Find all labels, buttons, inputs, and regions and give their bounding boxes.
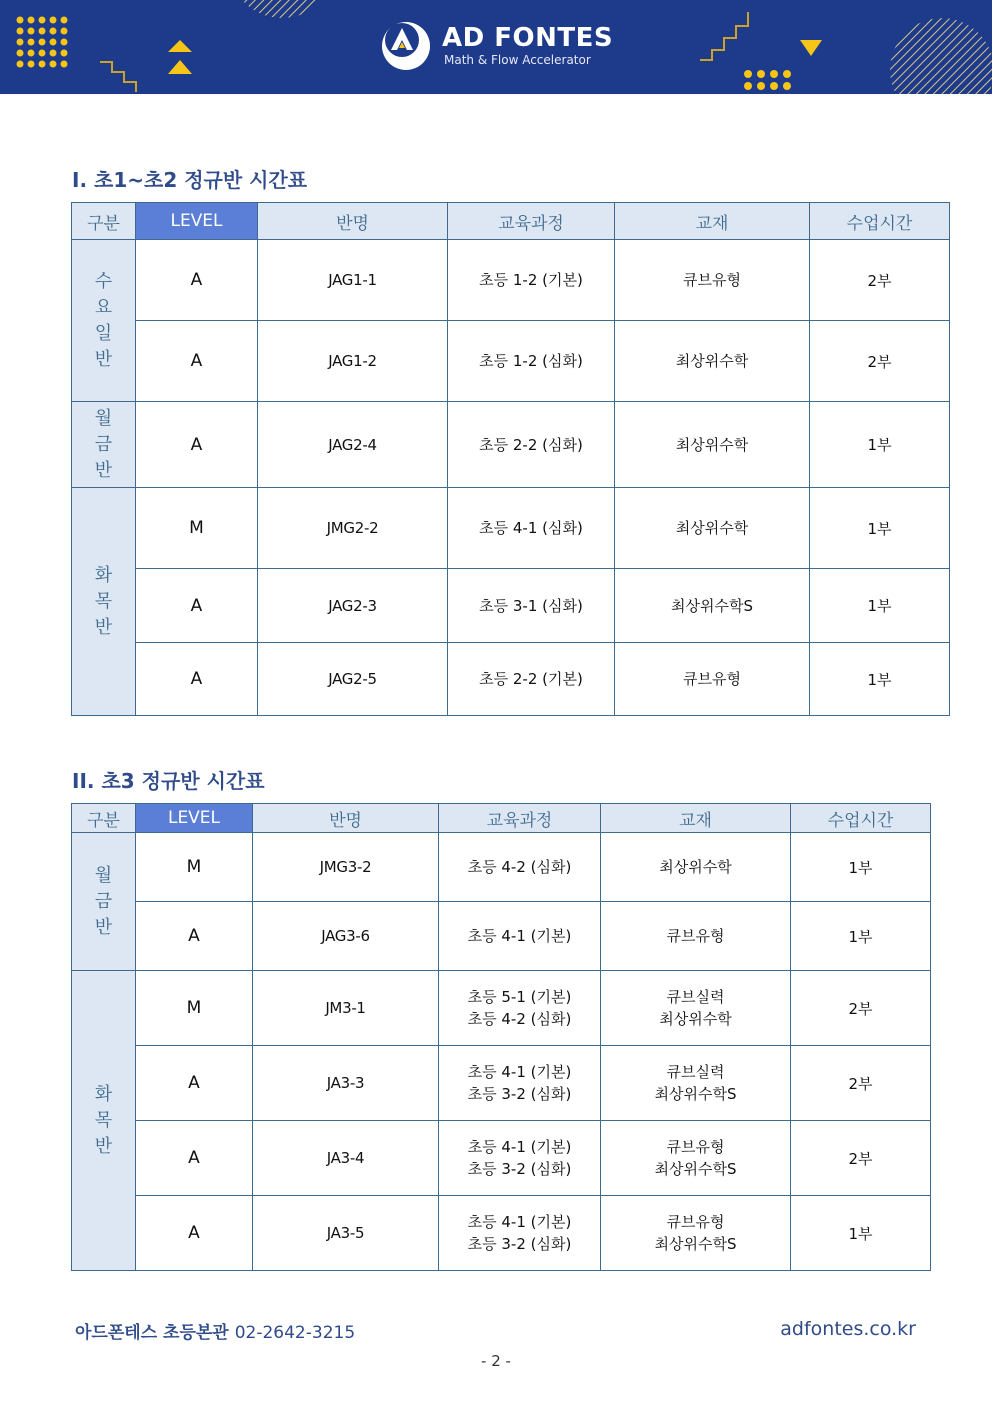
column-header: LEVEL [136, 203, 258, 240]
course-cell: 초등 1-2 (기본) [448, 240, 615, 321]
level-cell: M [136, 488, 258, 569]
stairs-icon [700, 12, 748, 60]
timetable-2 [71, 803, 931, 1271]
textbook-cell: 최상위수학 [601, 833, 791, 902]
stairs-icon [100, 62, 136, 92]
table-header-row [72, 203, 950, 240]
level-cell: A [136, 569, 258, 643]
class-name-cell: JAG2-3 [258, 569, 448, 643]
class-time-cell: 2부 [791, 1046, 931, 1121]
level-cell: M [136, 833, 253, 902]
table-row [72, 1046, 931, 1121]
class-time-cell: 2부 [791, 971, 931, 1046]
class-time-cell: 1부 [810, 569, 950, 643]
group-label: 수 요 일 반 [72, 240, 136, 402]
column-header: 구분 [72, 804, 136, 833]
timetable-1 [71, 202, 950, 716]
class-name-cell: JAG3-6 [253, 902, 439, 971]
table-row [72, 902, 931, 971]
textbook-cell: 최상위수학S [615, 569, 810, 643]
class-time-cell: 1부 [810, 643, 950, 716]
level-cell: A [136, 643, 258, 716]
textbook-cell: 최상위수학 [615, 402, 810, 488]
level-cell: A [136, 902, 253, 971]
course-cell: 초등 4-1 (심화) [448, 488, 615, 569]
column-header: 교육과정 [448, 203, 615, 240]
class-time-cell: 1부 [791, 902, 931, 971]
section-title: I. 초1~초2 정규반 시간표 [72, 168, 308, 192]
table-row [72, 1196, 931, 1271]
column-header: 구분 [72, 203, 136, 240]
level-cell: A [136, 1046, 253, 1121]
logo-icon [382, 22, 430, 70]
course-cell: 초등 4-1 (기본) [439, 902, 601, 971]
column-header: 교육과정 [439, 804, 601, 833]
brand [382, 20, 613, 72]
class-name-cell: JA3-4 [253, 1121, 439, 1196]
column-header: 반명 [253, 804, 439, 833]
class-name-cell: JAG1-1 [258, 240, 448, 321]
hatched-semicircle [242, 0, 322, 18]
class-name-cell: JA3-3 [253, 1046, 439, 1121]
page-number: - 2 - [481, 1352, 511, 1370]
class-time-cell: 1부 [810, 402, 950, 488]
course-cell: 초등 2-2 (기본) [448, 643, 615, 716]
table-body [72, 833, 931, 1271]
textbook-cell: 큐브유형 최상위수학S [601, 1121, 791, 1196]
group-label: 월 금 반 [72, 402, 136, 488]
footer-phone: 02-2642-3215 [234, 1323, 356, 1343]
textbook-cell: 큐브실력 최상위수학S [601, 1046, 791, 1121]
class-time-cell: 1부 [791, 1196, 931, 1271]
level-cell: A [136, 1121, 253, 1196]
table-row [72, 1121, 931, 1196]
hatched-circle [890, 18, 992, 94]
group-label: 월 금 반 [72, 833, 136, 971]
textbook-cell: 큐브유형 [601, 902, 791, 971]
table-body [72, 240, 950, 716]
level-cell: M [136, 971, 253, 1046]
class-time-cell: 2부 [810, 321, 950, 402]
class-time-cell: 1부 [791, 833, 931, 902]
group-label: 화 목 반 [72, 971, 136, 1271]
textbook-cell: 최상위수학 [615, 321, 810, 402]
class-name-cell: JM3-1 [253, 971, 439, 1046]
footer-contact [75, 1318, 355, 1343]
course-cell: 초등 3-1 (심화) [448, 569, 615, 643]
column-header: LEVEL [136, 804, 253, 833]
class-name-cell: JAG1-2 [258, 321, 448, 402]
column-header: 반명 [258, 203, 448, 240]
course-cell: 초등 4-1 (기본) 초등 3-2 (심화) [439, 1046, 601, 1121]
column-header: 수업시간 [791, 804, 931, 833]
group-label: 화 목 반 [72, 488, 136, 716]
level-cell: A [136, 402, 258, 488]
triangle-icon [168, 40, 192, 52]
course-cell: 초등 4-1 (기본) 초등 3-2 (심화) [439, 1196, 601, 1271]
triangle-icon [168, 60, 192, 74]
column-header: 교재 [615, 203, 810, 240]
class-name-cell: JMG3-2 [253, 833, 439, 902]
table-row [72, 402, 950, 488]
class-time-cell: 2부 [791, 1121, 931, 1196]
dot-grid-right [744, 70, 791, 90]
table-row [72, 971, 931, 1046]
class-time-cell: 2부 [810, 240, 950, 321]
level-cell: A [136, 240, 258, 321]
course-cell: 초등 4-1 (기본) 초등 3-2 (심화) [439, 1121, 601, 1196]
textbook-cell: 큐브유형 [615, 643, 810, 716]
course-cell: 초등 5-1 (기본) 초등 4-2 (심화) [439, 971, 601, 1046]
table-row [72, 569, 950, 643]
textbook-cell: 최상위수학 [615, 488, 810, 569]
table-row [72, 321, 950, 402]
course-cell: 초등 1-2 (심화) [448, 321, 615, 402]
class-name-cell: JMG2-2 [258, 488, 448, 569]
header-banner [0, 0, 992, 94]
course-cell: 초등 4-2 (심화) [439, 833, 601, 902]
dot-grid-left [17, 17, 68, 68]
table-header-row [72, 804, 931, 833]
level-cell: A [136, 1196, 253, 1271]
triangle-down-icon [800, 40, 822, 56]
section-title: II. 초3 정규반 시간표 [72, 769, 265, 793]
textbook-cell: 큐브실력 최상위수학 [601, 971, 791, 1046]
brand-tagline: Math & Flow Accelerator [444, 53, 591, 67]
table-row [72, 488, 950, 569]
textbook-cell: 큐브유형 최상위수학S [601, 1196, 791, 1271]
class-time-cell: 1부 [810, 488, 950, 569]
footer-website[interactable]: adfontes.co.kr [780, 1318, 916, 1340]
class-name-cell: JAG2-4 [258, 402, 448, 488]
class-name-cell: JAG2-5 [258, 643, 448, 716]
column-header: 수업시간 [810, 203, 950, 240]
table-row [72, 240, 950, 321]
course-cell: 초등 2-2 (심화) [448, 402, 615, 488]
brand-name: AD FONTES [442, 23, 614, 53]
class-name-cell: JA3-5 [253, 1196, 439, 1271]
textbook-cell: 큐브유형 [615, 240, 810, 321]
footer-org: 아드폰테스 초등본관 [75, 1323, 229, 1343]
level-cell: A [136, 321, 258, 402]
column-header: 교재 [601, 804, 791, 833]
table-row [72, 833, 931, 902]
table-row [72, 643, 950, 716]
